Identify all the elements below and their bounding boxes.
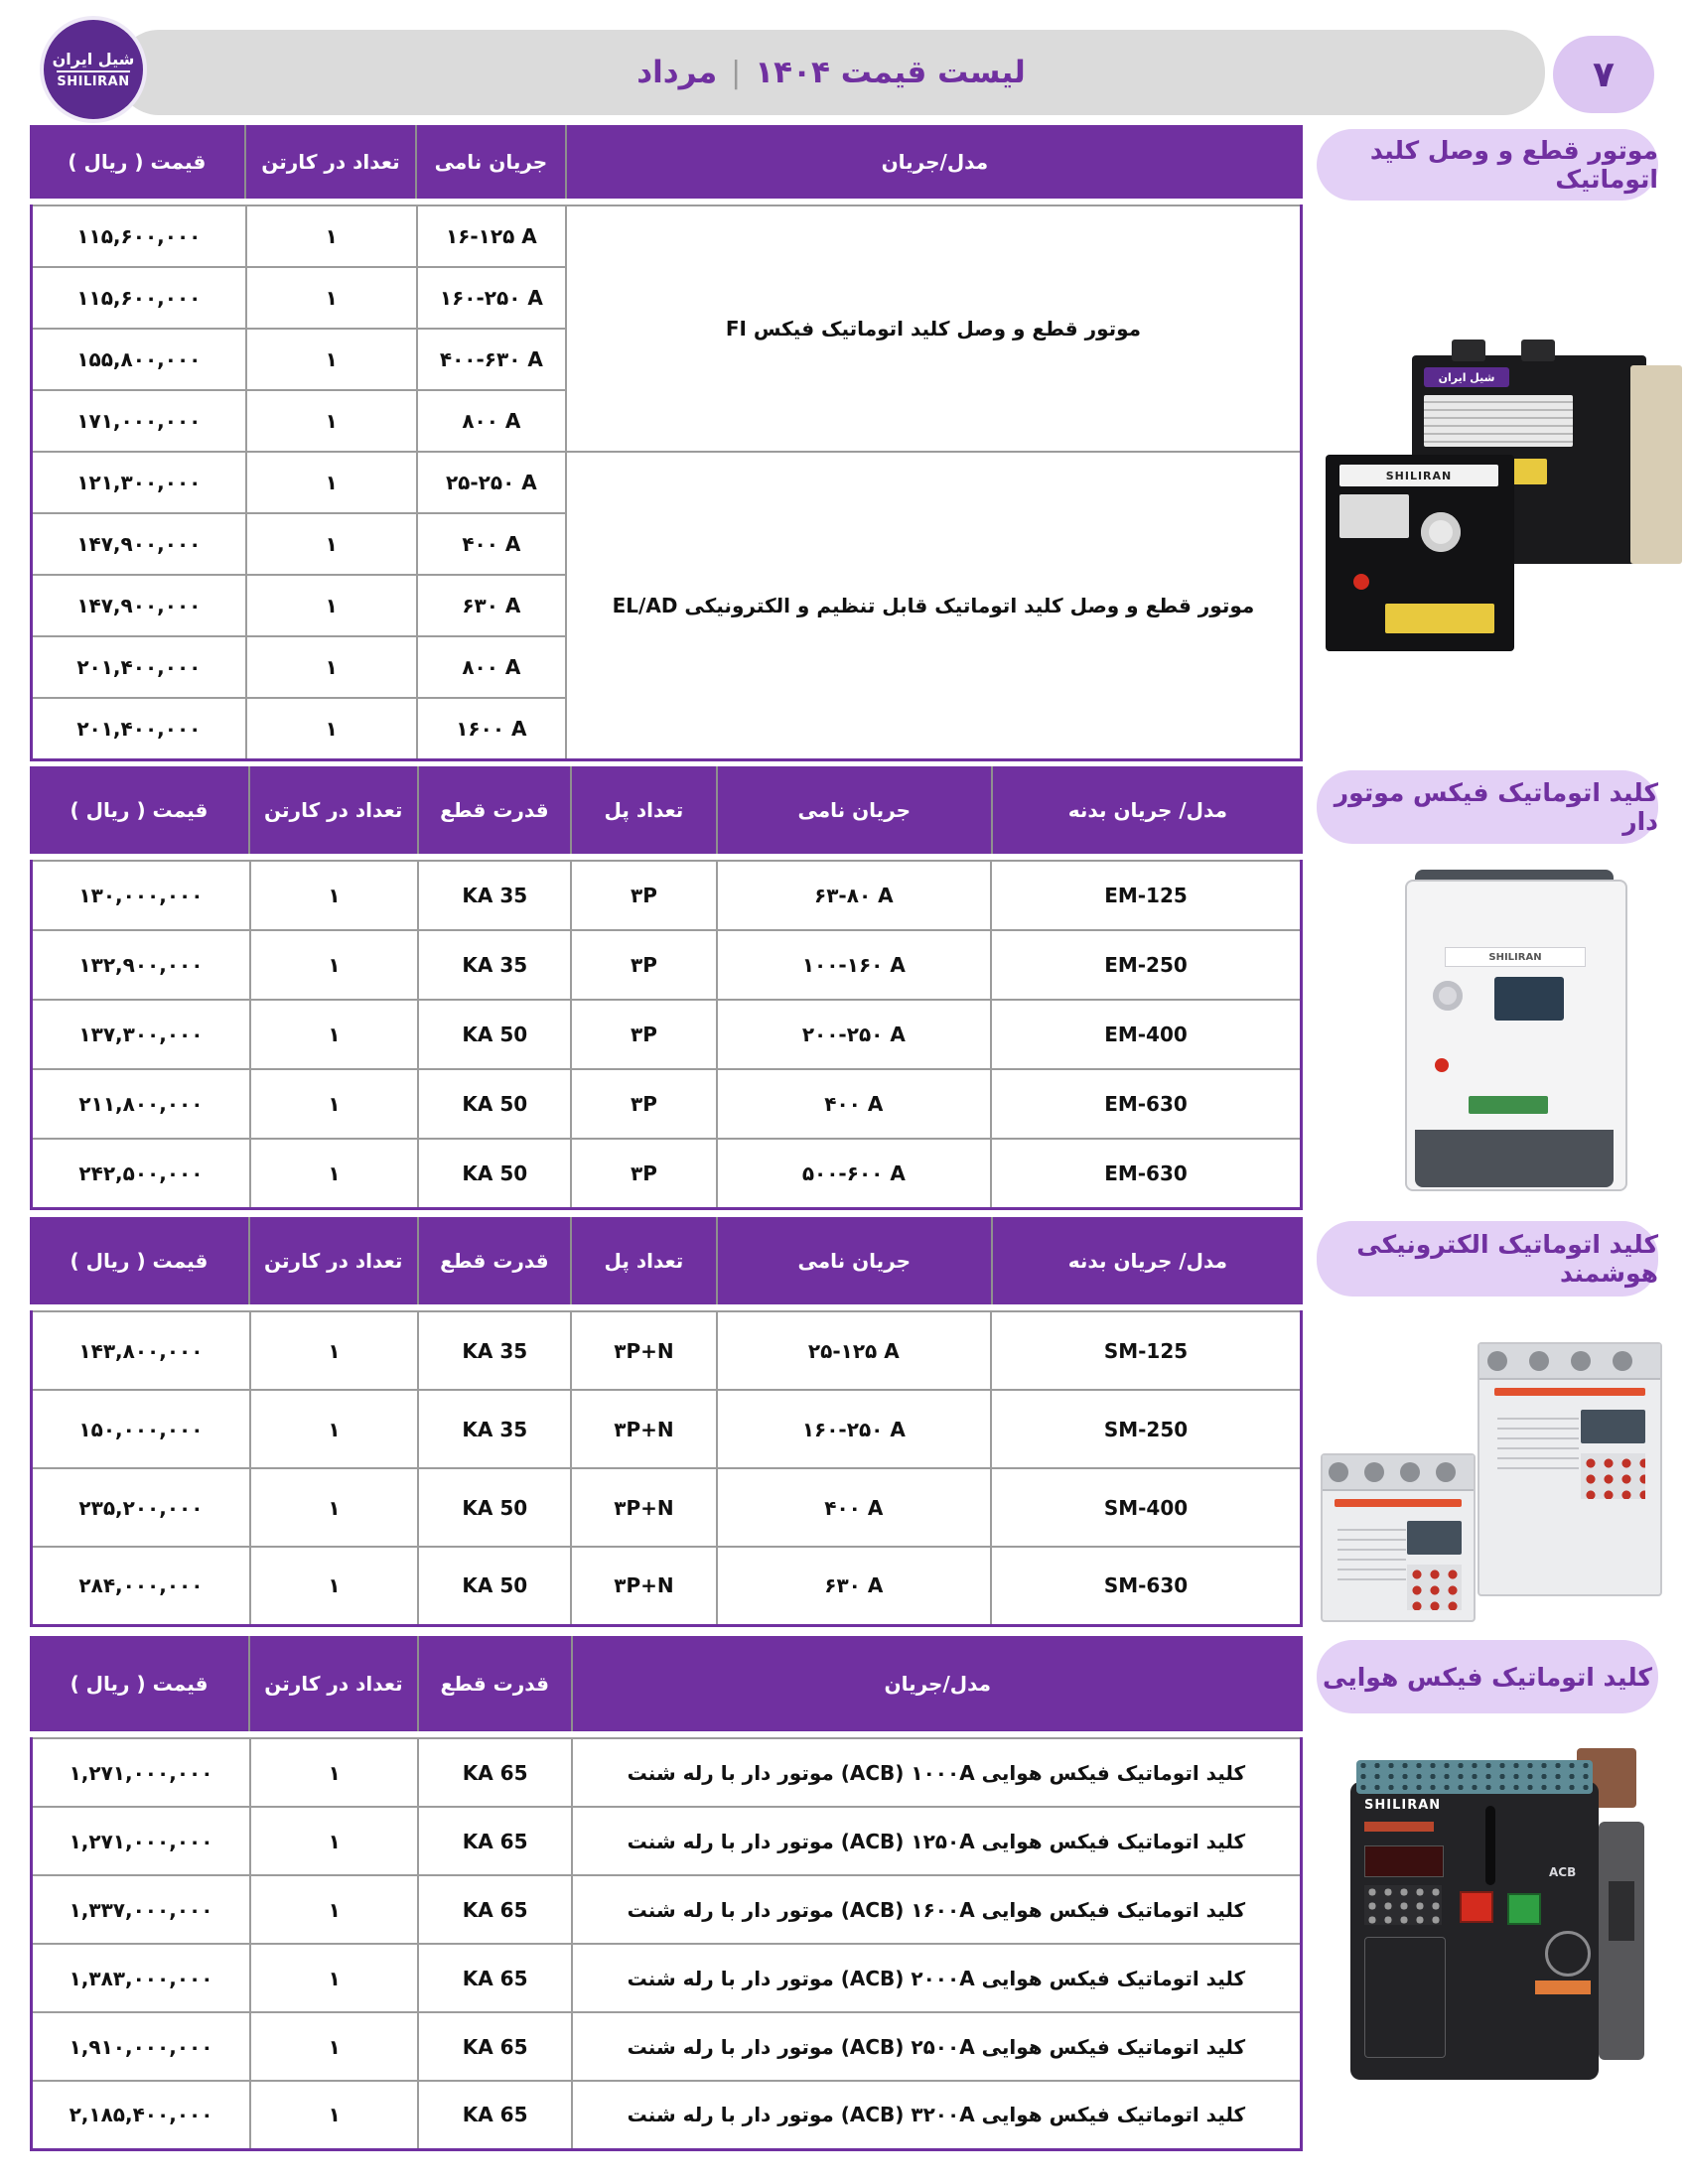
current-value: ۲۰۰-۲۵۰ A — [801, 1023, 906, 1046]
qty-cell: ۱ — [250, 1468, 418, 1547]
current-cell — [417, 452, 566, 513]
motor-operator-small — [1326, 455, 1514, 651]
price-cell — [32, 513, 246, 575]
page-number-badge — [1553, 36, 1654, 113]
table1-header — [30, 125, 1303, 199]
model-cell: EM-630 — [991, 1139, 1301, 1208]
product-photo-motor-operator — [1326, 328, 1658, 655]
current-cell — [417, 575, 566, 636]
price-cell — [32, 205, 246, 267]
qty-cell: ۱ — [250, 2081, 418, 2149]
price-cell — [32, 1547, 250, 1625]
price-cell — [32, 329, 246, 390]
qty-cell: ۱ — [250, 1807, 418, 1875]
table2-body — [30, 860, 1303, 1210]
brand-text: SHILIRAN — [1364, 1798, 1442, 1813]
red-stripe — [1335, 1499, 1462, 1507]
price-cell — [32, 1875, 251, 1944]
power-cell: 65 KA — [418, 1738, 571, 1807]
table-row — [32, 1069, 1302, 1139]
shiliran-logo — [40, 16, 147, 123]
on-button — [1507, 1893, 1541, 1925]
product-photo-motorized-breaker — [1385, 870, 1643, 1199]
qty-cell: ۱ — [246, 513, 417, 575]
current-value: ۴۰۰ A — [462, 532, 521, 556]
price-value: ۲,۱۸۵,۴۰۰,۰۰۰ — [69, 2103, 213, 2127]
table-row — [32, 1738, 1302, 1807]
current-value: ۶۳۰ A — [462, 594, 521, 617]
price-value: ۱۴۷,۹۰۰,۰۰۰ — [76, 594, 202, 617]
title-divider: | — [731, 55, 742, 90]
poles-cell — [571, 1139, 716, 1208]
vent-grill — [1356, 1760, 1593, 1794]
red-indicator — [1353, 574, 1369, 590]
model-cell: SM-125 — [991, 1311, 1301, 1390]
selector-knob — [1421, 512, 1461, 552]
table-motorized-fix — [30, 766, 1303, 1210]
poles-cell — [571, 861, 716, 930]
poles-value: ۳P+N — [614, 1573, 674, 1598]
poles-value: ۳P — [631, 1023, 657, 1046]
round-emblem — [1545, 1931, 1591, 1977]
category-label: کلید اتوماتیک فیکس موتور دار — [1334, 778, 1658, 836]
poles-value: ۳P+N — [614, 1338, 674, 1363]
price-cell — [32, 1139, 250, 1208]
current-cell — [717, 1468, 991, 1547]
table-row — [32, 930, 1302, 1000]
current-value: ۸۰۰ A — [462, 409, 521, 433]
current-value: ۶۳۰ A — [824, 1573, 884, 1598]
col-header-price: قیمت ( ریال ) — [30, 125, 245, 199]
qty-cell: ۱ — [250, 1547, 418, 1625]
qty-cell: ۱ — [250, 1311, 418, 1390]
qty-cell: ۱ — [246, 452, 417, 513]
top-terminals — [1323, 1455, 1474, 1491]
qty-cell: ۱ — [250, 1738, 418, 1807]
power-cell: 35 KA — [418, 861, 571, 930]
table-row — [32, 861, 1302, 930]
qty-cell: ۱ — [246, 575, 417, 636]
terminal-block — [1469, 1096, 1548, 1114]
table-acb-air — [30, 1636, 1303, 2151]
current-value: ۴۰۰ A — [824, 1495, 884, 1520]
table-row — [32, 1547, 1302, 1625]
current-cell — [717, 1069, 991, 1139]
model-cell: EM-400 — [991, 1000, 1301, 1069]
bottom-terminals — [1415, 1130, 1614, 1187]
brand-strip: SHILIRAN — [1339, 465, 1498, 486]
poles-cell — [571, 1000, 716, 1069]
category-label: کلید اتوماتیک الکترونیکی هوشمند — [1356, 1230, 1658, 1288]
price-cell — [32, 575, 246, 636]
price-value: ۱۴۷,۹۰۰,۰۰۰ — [76, 532, 202, 556]
poles-cell — [571, 1390, 716, 1468]
price-cell — [32, 930, 250, 1000]
power-cell: 65 KA — [418, 2012, 571, 2081]
power-cell: 50 KA — [418, 1547, 571, 1625]
table-motor-operator — [30, 125, 1303, 761]
qty-cell: ۱ — [246, 205, 417, 267]
current-cell — [417, 513, 566, 575]
col-header-current: جریان نامی — [717, 1217, 992, 1304]
title-text: لیست قیمت ۱۴۰۴ — [755, 55, 1026, 90]
poles-cell — [571, 930, 716, 1000]
power-cell: 50 KA — [418, 1139, 571, 1208]
col-header-model: مدل/ جریان بدنه — [992, 1217, 1303, 1304]
price-cell — [32, 452, 246, 513]
charging-lever — [1485, 1806, 1495, 1885]
qty-cell: ۱ — [250, 1390, 418, 1468]
poles-cell — [571, 1069, 716, 1139]
qty-cell: ۱ — [246, 636, 417, 698]
model-cell: کلید اتوماتیک فیکس هوایی ۱۰۰۰A‏ (ACB) موتور دار با رله شنت — [572, 1738, 1302, 1807]
col-header-qty: تعداد در کارتن — [249, 766, 418, 854]
price-value: ۲۰۱,۴۰۰,۰۰۰ — [76, 655, 202, 679]
current-cell — [417, 205, 566, 267]
poles-value: ۳P — [631, 884, 657, 907]
power-cell: 65 KA — [418, 1807, 571, 1875]
side-bracket — [1599, 1822, 1644, 2060]
poles-value: ۳P — [631, 1160, 657, 1185]
table-row — [32, 1807, 1302, 1875]
lcd-display — [1581, 1410, 1646, 1443]
keypad — [1407, 1565, 1462, 1610]
col-header-qty: تعداد در کارتن — [245, 125, 417, 199]
price-cell — [32, 1000, 250, 1069]
label-stripe — [1364, 1822, 1434, 1832]
current-value: ۱۶۰۰ A — [456, 716, 527, 741]
category-pill-motorized-fix — [1317, 770, 1658, 844]
price-cell — [32, 390, 246, 452]
poles-cell — [571, 1311, 716, 1390]
rating-tag — [1535, 1980, 1591, 1994]
smart-breaker-small — [1321, 1453, 1476, 1622]
logo-text-fa: شیل ایران — [52, 49, 135, 68]
qty-cell: ۱ — [250, 861, 418, 930]
price-value: ۱,۳۸۳,۰۰۰,۰۰۰ — [69, 1966, 213, 1990]
category-pill-acb-air — [1317, 1640, 1658, 1713]
price-value: ۱۴۳,۸۰۰,۰۰۰ — [78, 1338, 204, 1363]
table1-body — [30, 205, 1303, 761]
category-pill-smart-electronic — [1317, 1221, 1658, 1297]
price-cell — [32, 698, 246, 759]
price-value: ۲۸۴,۰۰۰,۰۰۰ — [78, 1573, 204, 1598]
model-cell: EM-125 — [991, 861, 1301, 930]
table4-body — [30, 1737, 1303, 2151]
poles-value: ۳P — [631, 1092, 657, 1116]
table-row — [32, 1390, 1302, 1468]
table-row — [32, 205, 1302, 267]
price-value: ۱۳۷,۳۰۰,۰۰۰ — [78, 1023, 204, 1046]
price-value: ۱۱۵,۶۰۰,۰۰۰ — [76, 224, 202, 248]
current-cell — [417, 390, 566, 452]
price-cell — [32, 2012, 251, 2081]
current-value: ۱۶۰-۲۵۰ A — [439, 286, 543, 310]
display-window — [1494, 977, 1564, 1021]
price-cell — [32, 636, 246, 698]
price-value: ۲۰۱,۴۰۰,۰۰۰ — [76, 716, 202, 741]
warning-sticker — [1385, 604, 1494, 633]
current-cell — [717, 1390, 991, 1468]
table-row — [32, 2081, 1302, 2149]
brand-strip: شیل ایران — [1424, 367, 1509, 387]
acb-text: ACB — [1549, 1865, 1577, 1879]
price-cell — [32, 1069, 250, 1139]
current-cell — [717, 1000, 991, 1069]
price-value: ۱,۹۱۰,۰۰۰,۰۰۰ — [69, 2034, 213, 2059]
price-cell — [32, 267, 246, 329]
current-value: ۲۵-۱۲۵ A — [807, 1338, 900, 1363]
price-value: ۲۴۲,۵۰۰,۰۰۰ — [78, 1160, 204, 1185]
qty-cell: ۱ — [250, 1875, 418, 1944]
col-header-price: قیمت ( ریال ) — [30, 1636, 249, 1731]
col-header-model: مدل/جریان — [566, 125, 1303, 199]
current-cell — [417, 698, 566, 759]
product-photo-acb — [1350, 1762, 1658, 2105]
red-button — [1435, 1058, 1449, 1072]
model-cell: کلید اتوماتیک فیکس هوایی ۲۰۰۰A‏ (ACB) موتور دار با رله شنت — [572, 1944, 1302, 2012]
model-cell: کلید اتوماتیک فیکس هوایی ۱۶۰۰A‏ (ACB) موتور دار با رله شنت — [572, 1875, 1302, 1944]
price-value: ۱۳۰,۰۰۰,۰۰۰ — [78, 884, 204, 907]
current-value: ۴۰۰-۶۳۰ A — [439, 347, 543, 371]
category-label: کلید اتوماتیک فیکس هوایی — [1323, 1662, 1652, 1692]
spec-box — [1339, 494, 1409, 538]
current-cell — [417, 329, 566, 390]
terminal — [1521, 340, 1555, 361]
price-cell — [32, 2081, 251, 2149]
table-row — [32, 1000, 1302, 1069]
qty-cell: ۱ — [246, 390, 417, 452]
current-value: ۱۶۰-۲۵۰ A — [801, 1417, 906, 1441]
price-cell — [32, 861, 250, 930]
col-header-price: قیمت ( ریال ) — [30, 1217, 249, 1304]
qty-cell: ۱ — [246, 698, 417, 759]
price-value: ۱,۲۷۱,۰۰۰,۰۰۰ — [69, 1760, 213, 1785]
price-value: ۱۵۵,۸۰۰,۰۰۰ — [76, 347, 202, 371]
current-value: ۲۵-۲۵۰ A — [445, 471, 537, 494]
power-cell: 35 KA — [418, 1390, 571, 1468]
qty-cell: ۱ — [250, 2012, 418, 2081]
price-value: ۲۱۱,۸۰۰,۰۰۰ — [78, 1092, 204, 1116]
power-cell: 65 KA — [418, 2081, 571, 2149]
table-row — [32, 1311, 1302, 1390]
spec-lines — [1497, 1410, 1579, 1469]
table2-header — [30, 766, 1303, 854]
model-cell: SM-250 — [991, 1390, 1301, 1468]
current-cell — [417, 267, 566, 329]
poles-cell — [571, 1547, 716, 1625]
power-cell: 50 KA — [418, 1468, 571, 1547]
current-value: ۱۰۰-۱۶۰ A — [801, 953, 906, 977]
price-value: ۱۳۲,۹۰۰,۰۰۰ — [78, 953, 204, 977]
red-stripe — [1494, 1388, 1646, 1396]
model-cell: SM-400 — [991, 1468, 1301, 1547]
spec-lines — [1337, 1521, 1405, 1580]
price-value: ۱,۳۳۷,۰۰۰,۰۰۰ — [69, 1897, 213, 1922]
power-cell: 35 KA — [418, 1311, 571, 1390]
table-row — [32, 1944, 1302, 2012]
poles-cell — [571, 1468, 716, 1547]
current-cell — [717, 1547, 991, 1625]
title-month: مرداد — [636, 55, 718, 90]
power-cell: 50 KA — [418, 1000, 571, 1069]
model-cell: EM-250 — [991, 930, 1301, 1000]
side-bracket-cut — [1609, 1881, 1634, 1941]
price-cell — [32, 1944, 251, 2012]
product-photo-smart-breakers — [1321, 1342, 1658, 1625]
price-value: ۱۲۱,۳۰۰,۰۰۰ — [76, 471, 202, 494]
power-cell: 50 KA — [418, 1069, 571, 1139]
col-header-power: قدرت قطع — [418, 1636, 572, 1731]
price-value: ۱۱۵,۶۰۰,۰۰۰ — [76, 286, 202, 310]
current-cell — [417, 636, 566, 698]
model-cell: SM-630 — [991, 1547, 1301, 1625]
title-bar — [117, 30, 1545, 115]
model-cell: کلید اتوماتیک فیکس هوایی ۲۵۰۰A‏ (ACB) موتور دار با رله شنت — [572, 2012, 1302, 2081]
current-cell — [717, 930, 991, 1000]
col-header-price: قیمت ( ریال ) — [30, 766, 249, 854]
keypad — [1581, 1453, 1646, 1499]
col-header-power: قدرت قطع — [418, 1217, 572, 1304]
logo-text-en: SHILIRAN — [57, 70, 129, 89]
qty-cell: ۱ — [250, 1000, 418, 1069]
price-cell — [32, 1807, 251, 1875]
table-row — [32, 2012, 1302, 2081]
model-group-cell: موتور قطع و وصل کلید اتوماتیک قابل تنظیم و الکترونیکی EL/AD — [566, 452, 1302, 759]
model-cell: کلید اتوماتیک فیکس هوایی ۱۲۵۰A‏ (ACB) موتور دار با رله شنت — [572, 1807, 1302, 1875]
col-header-qty: تعداد در کارتن — [249, 1217, 418, 1304]
beige-panel — [1630, 365, 1682, 564]
page-number: ۷ — [1593, 54, 1615, 95]
table3-header — [30, 1217, 1303, 1304]
price-cell — [32, 1468, 250, 1547]
price-value: ۱۷۱,۰۰۰,۰۰۰ — [76, 409, 202, 433]
off-button — [1460, 1891, 1493, 1923]
poles-value: ۳P — [631, 953, 657, 977]
qty-cell: ۱ — [246, 267, 417, 329]
model-cell: کلید اتوماتیک فیکس هوایی ۳۲۰۰A‏ (ACB) موتور دار با رله شنت — [572, 2081, 1302, 2149]
qty-cell: ۱ — [250, 930, 418, 1000]
model-cell: EM-630 — [991, 1069, 1301, 1139]
table4-header — [30, 1636, 1303, 1731]
price-cell — [32, 1738, 251, 1807]
poles-value: ۳P+N — [614, 1495, 674, 1520]
category-pill-motor-operator — [1317, 129, 1658, 201]
power-cell: 65 KA — [418, 1875, 571, 1944]
table3-body — [30, 1310, 1303, 1627]
spec-label — [1424, 395, 1573, 447]
price-value: ۱,۲۷۱,۰۰۰,۰۰۰ — [69, 1829, 213, 1853]
smart-breaker-large — [1477, 1342, 1662, 1596]
col-header-poles: تعداد پل — [571, 766, 717, 854]
page-title — [636, 55, 1026, 90]
power-cell: 35 KA — [418, 930, 571, 1000]
category-label: موتور قطع و وصل کلید اتوماتیک — [1369, 136, 1658, 194]
current-value: ۴۰۰ A — [824, 1092, 884, 1116]
current-value: ۶۳-۸۰ A — [814, 884, 894, 907]
current-cell — [717, 1139, 991, 1208]
qty-cell: ۱ — [250, 1139, 418, 1208]
model-group-cell: موتور قطع و وصل کلید اتوماتیک فیکس FI — [566, 205, 1302, 452]
price-value: ۱۵۰,۰۰۰,۰۰۰ — [78, 1417, 204, 1441]
current-cell — [717, 861, 991, 930]
keypad — [1364, 1885, 1442, 1925]
table-row — [32, 1139, 1302, 1208]
top-terminals — [1479, 1344, 1660, 1380]
brand-strip: SHILIRAN — [1445, 947, 1586, 967]
current-value: ۸۰۰ A — [462, 655, 521, 679]
led-display — [1364, 1845, 1444, 1877]
qty-cell: ۱ — [250, 1944, 418, 2012]
trip-curve-panel — [1364, 1937, 1446, 2058]
col-header-qty: تعداد در کارتن — [249, 1636, 418, 1731]
acb-body — [1350, 1782, 1599, 2080]
col-header-model: مدل/جریان — [572, 1636, 1303, 1731]
key-lock — [1433, 981, 1463, 1011]
qty-cell: ۱ — [250, 1069, 418, 1139]
qty-cell: ۱ — [246, 329, 417, 390]
terminal — [1452, 340, 1485, 361]
col-header-current: جریان نامی — [416, 125, 565, 199]
table-row — [32, 452, 1302, 513]
current-value: ۱۶-۱۲۵ A — [445, 224, 537, 248]
price-cell — [32, 1311, 250, 1390]
table-row — [32, 1468, 1302, 1547]
col-header-current: جریان نامی — [717, 766, 992, 854]
col-header-poles: تعداد پل — [571, 1217, 717, 1304]
price-value: ۲۳۵,۲۰۰,۰۰۰ — [78, 1495, 204, 1520]
price-cell — [32, 1390, 250, 1468]
col-header-model: مدل/ جریان بدنه — [992, 766, 1303, 854]
table-smart-electronic — [30, 1217, 1303, 1627]
table-row — [32, 1875, 1302, 1944]
power-cell: 65 KA — [418, 1944, 571, 2012]
current-value: ۵۰۰-۶۰۰ A — [801, 1160, 906, 1185]
current-cell — [717, 1311, 991, 1390]
col-header-power: قدرت قطع — [418, 766, 572, 854]
lcd-display — [1407, 1521, 1462, 1555]
poles-value: ۳P+N — [614, 1417, 674, 1441]
